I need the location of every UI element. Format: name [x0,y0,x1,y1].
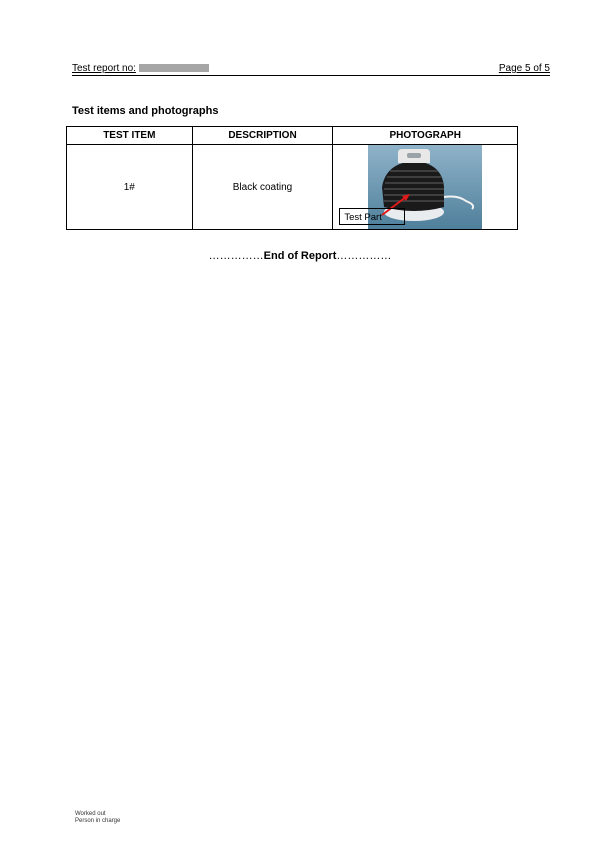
test-item-cell: 1# [67,145,193,230]
end-of-report [0,250,600,262]
column-header-photograph: PHOTOGRAPH [333,127,518,145]
column-header-description: DESCRIPTION [192,127,333,145]
page-number: Page 5 of 5 [498,63,550,74]
page-footer [75,811,120,825]
table-row [67,145,518,230]
end-dots-left: …………… [208,250,264,262]
test-part-label: Test Part [339,208,405,225]
report-number-label: Test report no: [72,63,136,74]
table-header-row [67,127,518,145]
footer-person-in-charge: Person in charge [75,818,121,824]
page-header [72,63,550,76]
end-dots-right: …………… [336,250,392,262]
photograph-cell [333,145,518,230]
column-header-test-item: TEST ITEM [67,127,193,145]
description-cell: Black coating [192,145,333,230]
test-items-table [66,126,518,230]
section-title: Test items and photographs [72,105,219,117]
end-of-report-text: End of Report [263,250,337,262]
footer-worked-out: Worked out [75,811,106,817]
redacted-report-number [139,64,209,72]
